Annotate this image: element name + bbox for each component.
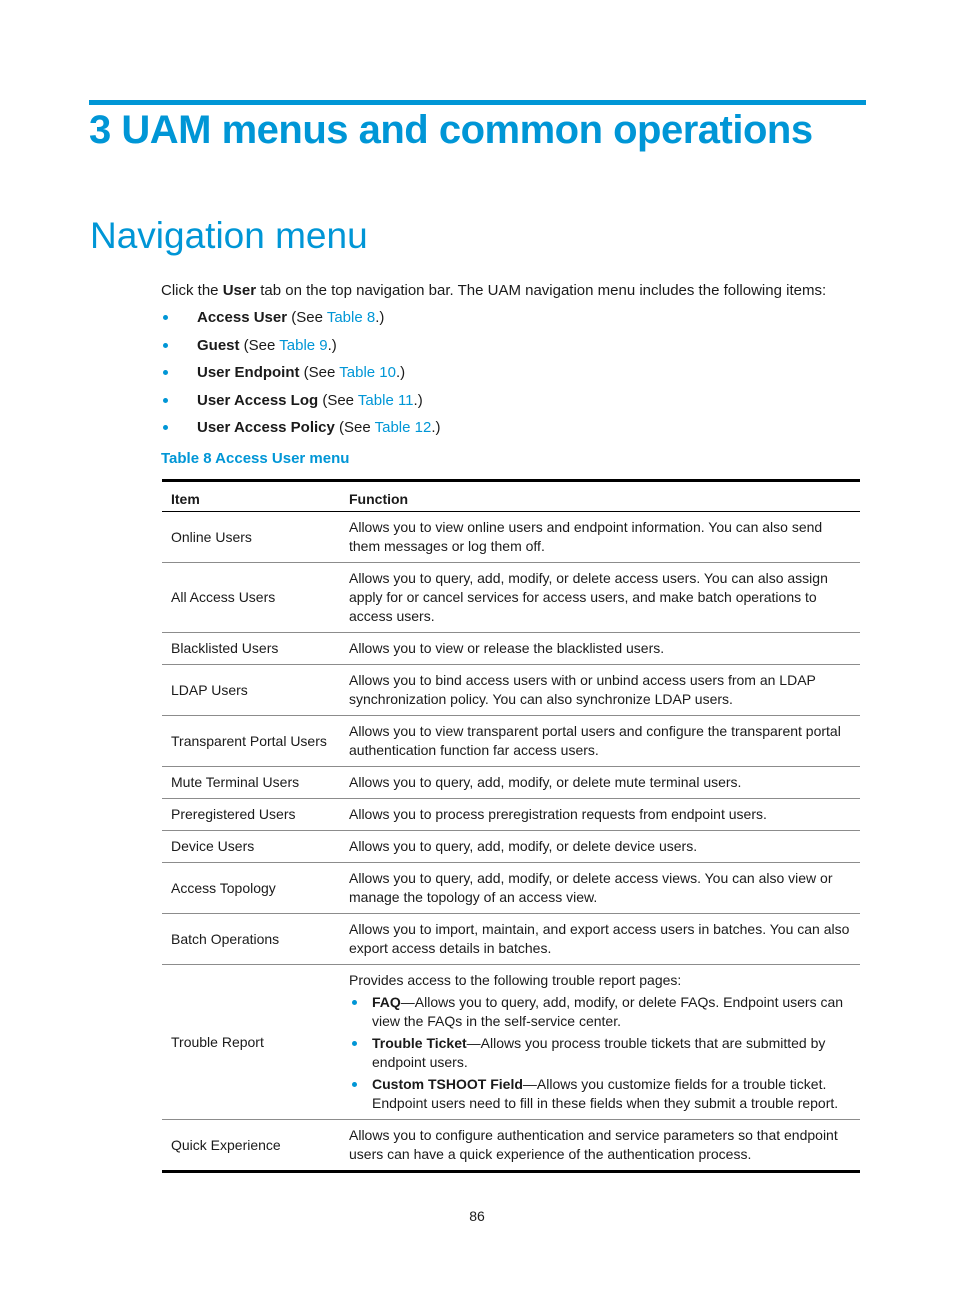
- cell-function: Allows you to query, add, modify, or delete mute terminal users.: [340, 767, 860, 799]
- table-link[interactable]: Table 8: [326, 309, 376, 326]
- intro-suffix: tab on the top navigation bar. The UAM navigation menu includes the following items:: [256, 282, 827, 299]
- table-header-row: [162, 481, 860, 512]
- intro-prefix: Click the: [161, 282, 223, 299]
- table-link[interactable]: Table 11: [357, 391, 414, 409]
- bullet-icon: [352, 1082, 357, 1087]
- list-item: [161, 363, 441, 391]
- cell-item: Batch Operations: [162, 914, 340, 965]
- cell-function: Allows you to view online users and endpoint information. You can also send them messages or log them off.: [349, 519, 823, 554]
- chapter-title: 3 UAM menus and common operations: [89, 108, 813, 152]
- table-row: [162, 831, 860, 863]
- cell-function: Allows you to query, add, modify, or delete device users.: [340, 831, 860, 863]
- table-row: [162, 512, 860, 563]
- nav-item-pre: (See: [299, 364, 340, 381]
- list-item: [349, 1075, 851, 1113]
- list-item: [161, 336, 441, 364]
- nav-item-label: User Access Policy: [197, 419, 335, 436]
- sub-item-text: —Allows you customize fields for a trouble ticket. Endpoint users need to fill in these fields when they submit a trouble report.: [372, 1076, 839, 1111]
- nav-item-post: .): [395, 364, 406, 381]
- table-row: [162, 1120, 860, 1172]
- cell-item: Mute Terminal Users: [162, 767, 340, 799]
- cell-item: Device Users: [162, 831, 340, 863]
- table-row: [162, 799, 860, 831]
- list-item: [161, 391, 441, 419]
- sub-item-text: —Allows you to query, add, modify, or delete FAQs. Endpoint users can view the FAQs in the self-service center.: [372, 994, 844, 1029]
- list-item: [161, 308, 441, 336]
- cell-item: Online Users: [171, 528, 252, 545]
- table-row: [162, 767, 860, 799]
- cell-function: Allows you to configure authentication and service parameters so that endpoint users can have a quick experience of the authentication process.: [340, 1120, 860, 1172]
- access-user-menu-table: [162, 479, 860, 1173]
- page-number: 86: [469, 1208, 485, 1224]
- cell-item: Blacklisted Users: [162, 633, 340, 665]
- intro-paragraph: [161, 282, 826, 299]
- bullet-icon: [163, 370, 168, 375]
- header-function: Function: [340, 481, 860, 512]
- bullet-icon: [163, 425, 168, 430]
- list-item: [349, 993, 851, 1031]
- nav-item-pre: (See: [239, 336, 280, 354]
- list-item: [161, 418, 441, 446]
- table-link[interactable]: Table 12: [374, 419, 432, 436]
- table-row: [162, 563, 860, 633]
- nav-item-pre: (See: [334, 419, 375, 436]
- cell-function: Allows you to view transparent portal users and configure the transparent portal authentication function far access users.: [340, 716, 860, 767]
- cell-function: Allows you to view or release the blacklisted users.: [340, 633, 860, 665]
- cell-item: Access Topology: [162, 863, 340, 914]
- table-caption: Table 8 Access User menu: [161, 450, 350, 467]
- trouble-report-pages: [349, 993, 851, 1113]
- bullet-icon: [163, 343, 168, 348]
- chapter-rule: [89, 100, 866, 105]
- cell-item: Trouble Report: [162, 965, 340, 1120]
- cell-function: [340, 965, 860, 1120]
- cell-item: Quick Experience: [162, 1120, 340, 1172]
- table-link[interactable]: Table 9: [279, 336, 328, 354]
- nav-item-label: Guest: [197, 336, 240, 354]
- sub-item-label: Custom TSHOOT Field: [372, 1076, 523, 1092]
- nav-item-post: .): [327, 336, 337, 354]
- nav-menu-list: [161, 308, 441, 446]
- table-row: [162, 965, 860, 1120]
- table-row: [162, 914, 860, 965]
- cell-function: Allows you to bind access users with or unbind access users from an LDAP synchronization policy. You can also synchronize LDAP users.: [340, 665, 860, 716]
- table-row: [162, 863, 860, 914]
- cell-item: Transparent Portal Users: [162, 716, 340, 767]
- header-item: Item: [162, 481, 340, 512]
- table-row: [162, 665, 860, 716]
- bullet-icon: [163, 398, 168, 403]
- nav-item-label: User Endpoint: [197, 364, 300, 381]
- trouble-report-intro: Provides access to the following trouble report pages:: [349, 972, 682, 988]
- sub-item-label: FAQ: [372, 994, 401, 1010]
- intro-user-tab: User: [222, 282, 257, 299]
- cell-item: LDAP Users: [162, 665, 340, 716]
- nav-item-post: .): [375, 309, 385, 326]
- cell-item: Preregistered Users: [162, 799, 340, 831]
- sub-item-label: Trouble Ticket: [372, 1035, 467, 1051]
- bullet-icon: [352, 1000, 357, 1005]
- cell-function: Allows you to import, maintain, and export access users in batches. You can also export access details in batches.: [340, 914, 860, 965]
- nav-item-pre: (See: [287, 309, 327, 326]
- cell-function: Allows you to process preregistration requests from endpoint users.: [340, 799, 860, 831]
- nav-item-label: Access User: [197, 309, 288, 326]
- nav-item-post: .): [431, 419, 441, 436]
- cell-item: All Access Users: [162, 563, 340, 633]
- nav-item-label: User Access Log: [197, 391, 319, 409]
- table-row: [162, 716, 860, 767]
- table-row: [162, 633, 860, 665]
- nav-item-post: .): [413, 391, 423, 409]
- section-title: Navigation menu: [90, 215, 368, 256]
- nav-item-pre: (See: [318, 391, 358, 409]
- cell-function: Allows you to query, add, modify, or delete access views. You can also view or manage the topology of an access view.: [340, 863, 860, 914]
- list-item: [349, 1034, 851, 1072]
- bullet-icon: [163, 315, 168, 320]
- cell-function: Allows you to query, add, modify, or delete access users. You can also assign apply for or cancel services for access users, and make batch operations to access users.: [340, 563, 860, 633]
- table-link[interactable]: Table 10: [339, 364, 396, 381]
- sub-item-text: —Allows you process trouble tickets that are submitted by endpoint users.: [372, 1035, 826, 1070]
- bullet-icon: [352, 1041, 357, 1046]
